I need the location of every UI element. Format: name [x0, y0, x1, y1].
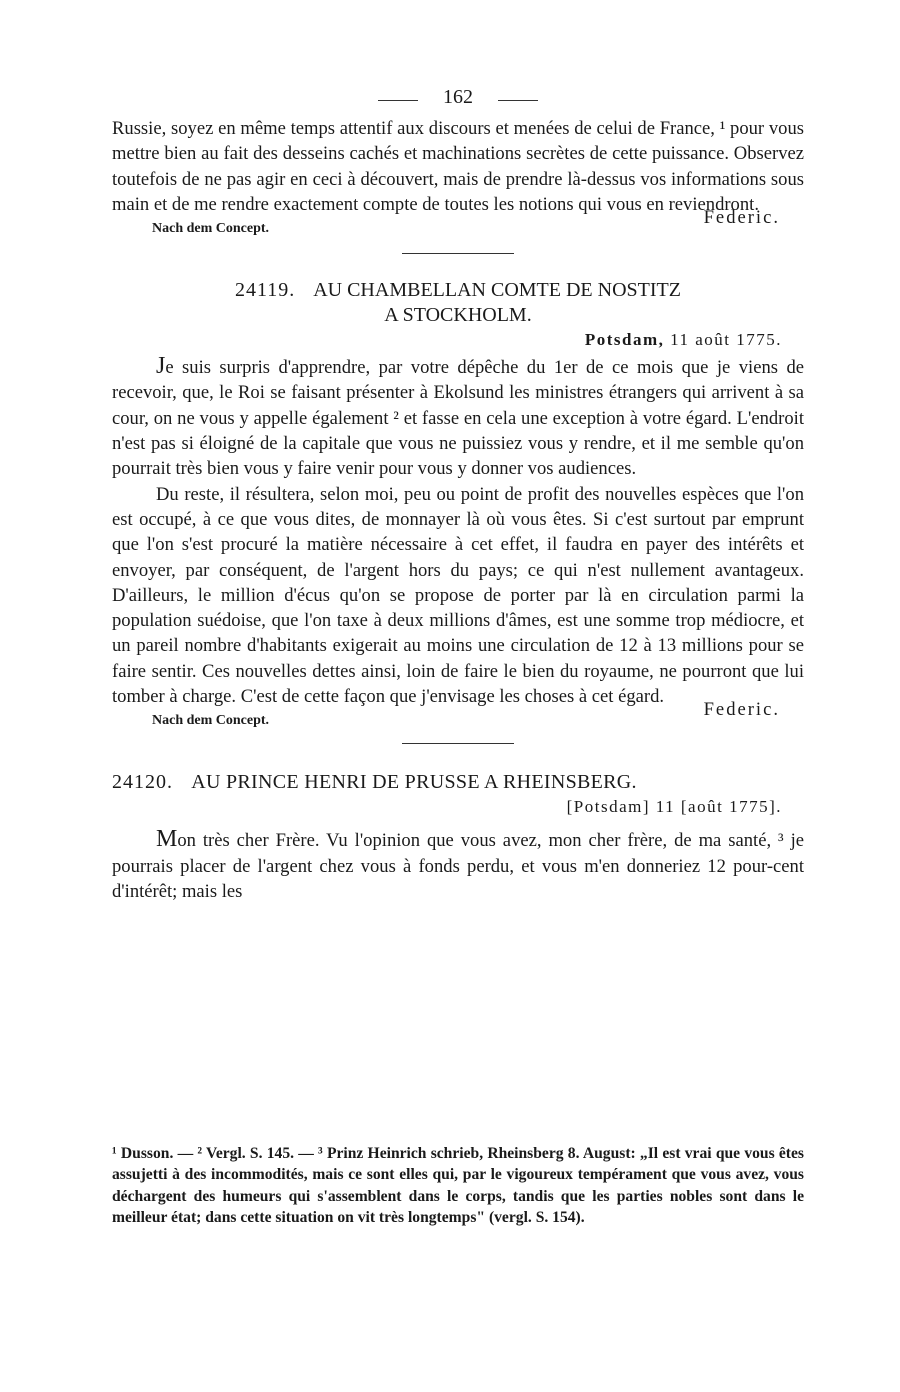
letter2-initial: M	[156, 826, 178, 853]
page-number-rule-left	[378, 100, 418, 101]
separator-1	[402, 253, 514, 254]
letter1-signature: Federic.	[703, 699, 780, 721]
letter1-dateline	[112, 330, 782, 350]
letter2-number: 24120.	[112, 771, 173, 794]
letter1-number: 24119.	[235, 279, 296, 302]
letter1-title-line1: AU CHAMBELLAN COMTE DE NOSTITZ	[313, 279, 681, 302]
letter1-heading	[112, 278, 804, 328]
page-number-row	[112, 86, 804, 116]
footnotes-text: ¹ Dusson. — ² Vergl. S. 145. — ³ Prinz Heinrich schrieb, Rheinsberg 8. August: „Il est vrai que vous êtes assujetti à des incommodités, mais ce sont elles qui, par le vigoureux tempérament que vous avez, vous déchargent des humeurs qui s'assemblent dans le corps, tandis que les parties nobles sont dans le meilleur état; dans cette situation on vit très longtemps" (vergl. S. 154).	[112, 1145, 804, 1227]
letter2-heading	[112, 770, 804, 795]
section1-source: Nach dem Concept.	[152, 221, 270, 237]
letter1-source: Nach dem Concept.	[152, 713, 270, 729]
page-number: 162	[443, 86, 473, 108]
page-number-rule-right	[498, 100, 538, 101]
letter1-closing	[112, 699, 804, 729]
letter1-title-line2: A STOCKHOLM.	[384, 304, 532, 327]
letter1-paragraph1	[112, 354, 804, 481]
page-body	[112, 86, 804, 904]
section1-signature: Federic.	[703, 207, 780, 229]
letter1-initial: J	[156, 353, 166, 380]
letter2-dateline: [Potsdam] 11 [août 1775].	[566, 797, 782, 817]
letter1-paragraph1-text: e suis surpris d'apprendre, par votre dépêche du 1er de ce mois que je viens de recevoir, que, le Roi se faisant présenter à Ekolsund les ministres étrangers qui arrivent à sa cour, on ne vous y appelle également ² et fasse en cela une exception à votre égard. L'endroit n'est pas si éloigné de la capitale que vous ne puissiez vous y rendre, et il me semble qu'on pourrait très bien vous y faire venir pour vous y donner vos audiences.	[112, 357, 804, 480]
letter2-title: AU PRINCE HENRI DE PRUSSE A RHEINSBERG.	[191, 771, 637, 794]
letter1-date: 11 août 1775.	[670, 330, 782, 350]
letter2-paragraph-text: on très cher Frère. Vu l'opinion que vous avez, mon cher frère, de ma santé, ³ je pourrais placer de l'argent chez vous à fonds perdu, et vous m'en donneriez 12 pour-cent d'intérêt; mais les	[112, 830, 804, 902]
letter2-paragraph	[112, 827, 804, 904]
letter1-place: Potsdam,	[584, 330, 665, 350]
section1-closing	[112, 207, 804, 237]
separator-2	[402, 743, 514, 744]
letter1-paragraph2: Du reste, il résultera, selon moi, peu ou point de profit des nouvelles espèces que l'on est occupé, à ce que vous dites, de monnayer là où vous êtes. Si c'est surtout par emprunt que l'on s'est procuré la matière nécessaire à cet effet, il faudra en payer des intérêts et envoyer, par conséquent, de l'argent hors du pays; ce qui n'est nullement avantageux. D'ailleurs, le million d'écus qu'on se propose de porter par là en circulation parmi la population suédoise, que l'on taxe à deux millions d'âmes, est une somme trop médiocre, et un pareil nombre d'habitants exigerait au moins une circulation de 12 à 13 millions pour se faire sentir. Ces nouvelles dettes ainsi, loin de faire le bien du royaume, ne pourront que lui tomber à charge. C'est de cette façon que j'envisage les choses à cet égard.	[112, 483, 804, 708]
footnotes	[112, 1143, 804, 1229]
section1-paragraph: Russie, soyez en même temps attentif aux discours et menées de celui de France, ¹ pour vous mettre bien au fait des desseins cachés et machinations secrètes de cette puissance. Observez toutefois de ne pas agir en ceci à découvert, mais de prendre là-dessus vos informations sous main et de me rendre exactement compte de toutes les notions qui vous en reviendront.	[112, 118, 804, 215]
